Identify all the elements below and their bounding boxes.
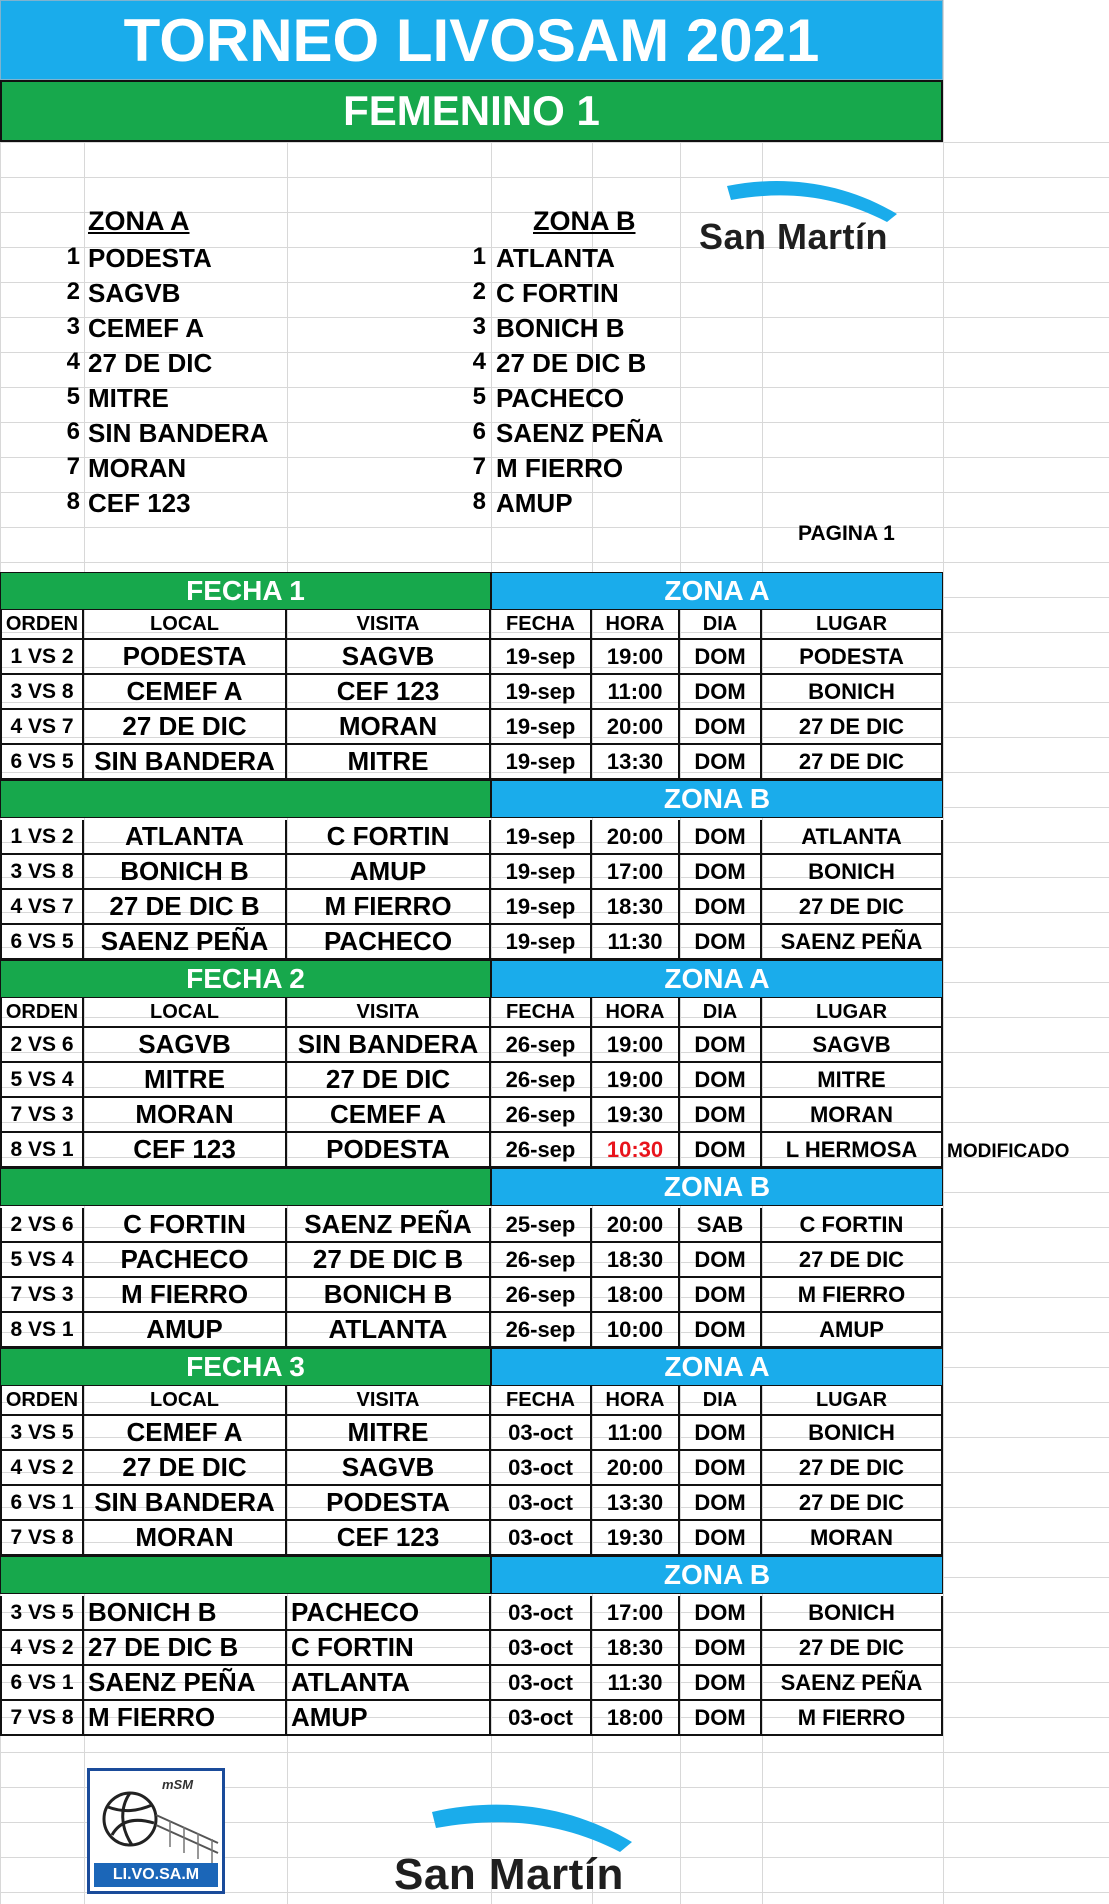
match-hora: 18:30 bbox=[592, 1631, 680, 1666]
match-hora: 10:30 bbox=[592, 1133, 680, 1168]
san-martin-logo bbox=[697, 178, 937, 258]
match-orden: 1 VS 2 bbox=[0, 820, 84, 855]
match-dia: DOM bbox=[680, 675, 762, 710]
match-lugar: 27 DE DIC bbox=[762, 710, 943, 745]
match-visita: MORAN bbox=[287, 710, 491, 745]
team-name: PACHECO bbox=[496, 383, 625, 413]
match-visita: ATLANTA bbox=[287, 1313, 491, 1348]
fecha-label bbox=[0, 1556, 491, 1594]
match-orden: 5 VS 4 bbox=[0, 1243, 84, 1278]
match-hora: 18:00 bbox=[592, 1701, 680, 1736]
match-orden: 6 VS 5 bbox=[0, 745, 84, 780]
match-orden: 2 VS 6 bbox=[0, 1208, 84, 1243]
match-hora: 20:00 bbox=[592, 1451, 680, 1486]
section-bar bbox=[0, 572, 943, 610]
grid-line-h bbox=[0, 527, 1109, 528]
match-orden: 3 VS 8 bbox=[0, 675, 84, 710]
team-name: AMUP bbox=[496, 488, 573, 518]
match-visita: AMUP bbox=[287, 855, 491, 890]
match-local: SAENZ PEÑA bbox=[84, 925, 287, 960]
match-row bbox=[0, 710, 943, 745]
match-orden: 7 VS 3 bbox=[0, 1098, 84, 1133]
match-fecha: 03-oct bbox=[491, 1701, 592, 1736]
match-local: MORAN bbox=[84, 1521, 287, 1556]
section-bar bbox=[0, 1556, 943, 1594]
san-martin-logo-text: San Martín bbox=[699, 216, 889, 257]
team-number: 5 bbox=[472, 383, 486, 410]
match-local: PACHECO bbox=[84, 1243, 287, 1278]
match-fecha: 03-oct bbox=[491, 1486, 592, 1521]
match-row bbox=[0, 1313, 943, 1348]
match-hora: 18:00 bbox=[592, 1278, 680, 1313]
fecha-label: FECHA 1 bbox=[0, 572, 491, 610]
col-header-fecha: FECHA bbox=[491, 610, 592, 640]
match-visita: M FIERRO bbox=[287, 890, 491, 925]
team-number: 5 bbox=[66, 383, 80, 410]
team-name: CEMEF A bbox=[88, 313, 205, 343]
zone-label: ZONA B bbox=[491, 780, 943, 818]
match-lugar: 27 DE DIC bbox=[762, 890, 943, 925]
category-subtitle: FEMENINO 1 bbox=[0, 80, 943, 142]
match-orden: 4 VS 2 bbox=[0, 1631, 84, 1666]
match-local: CEMEF A bbox=[84, 1416, 287, 1451]
match-hora: 11:30 bbox=[592, 1666, 680, 1701]
match-orden: 6 VS 1 bbox=[0, 1486, 84, 1521]
team-number: 2 bbox=[66, 278, 80, 305]
san-martin-logo-text-bottom: San Martín bbox=[394, 1850, 624, 1899]
match-row bbox=[0, 1063, 943, 1098]
match-row bbox=[0, 820, 943, 855]
match-orden: 3 VS 8 bbox=[0, 855, 84, 890]
match-orden: 4 VS 2 bbox=[0, 1451, 84, 1486]
match-fecha: 26-sep bbox=[491, 1278, 592, 1313]
match-orden: 1 VS 2 bbox=[0, 640, 84, 675]
section-bar bbox=[0, 780, 943, 818]
team-name: SAGVB bbox=[88, 278, 181, 308]
section-bar bbox=[0, 1348, 943, 1386]
team-number: 3 bbox=[66, 313, 80, 340]
match-dia: DOM bbox=[680, 1451, 762, 1486]
match-local: MORAN bbox=[84, 1098, 287, 1133]
match-row bbox=[0, 1451, 943, 1486]
match-lugar: 27 DE DIC bbox=[762, 1631, 943, 1666]
col-header-hora: HORA bbox=[592, 998, 680, 1028]
match-row bbox=[0, 1701, 943, 1736]
match-visita: AMUP bbox=[287, 1701, 491, 1736]
match-fecha: 19-sep bbox=[491, 820, 592, 855]
match-visita: SAGVB bbox=[287, 640, 491, 675]
match-dia: DOM bbox=[680, 1521, 762, 1556]
match-fecha: 26-sep bbox=[491, 1028, 592, 1063]
team-number: 2 bbox=[472, 278, 486, 305]
column-header-row bbox=[0, 610, 943, 640]
match-fecha: 19-sep bbox=[491, 640, 592, 675]
match-dia: DOM bbox=[680, 1486, 762, 1521]
match-visita: CEMEF A bbox=[287, 1098, 491, 1133]
team-number: 8 bbox=[66, 488, 80, 515]
match-hora: 13:30 bbox=[592, 745, 680, 780]
match-hora: 20:00 bbox=[592, 710, 680, 745]
match-dia: DOM bbox=[680, 745, 762, 780]
match-hora: 17:00 bbox=[592, 855, 680, 890]
match-visita: SIN BANDERA bbox=[287, 1028, 491, 1063]
team-name: SIN BANDERA bbox=[88, 418, 269, 448]
match-lugar: MORAN bbox=[762, 1098, 943, 1133]
match-lugar: MITRE bbox=[762, 1063, 943, 1098]
team-name: 27 DE DIC B bbox=[496, 348, 647, 378]
match-hora: 20:00 bbox=[592, 1208, 680, 1243]
match-lugar: L HERMOSA bbox=[762, 1133, 943, 1168]
team-name: CEF 123 bbox=[88, 488, 191, 518]
match-lugar: BONICH bbox=[762, 855, 943, 890]
match-hora: 11:00 bbox=[592, 675, 680, 710]
match-row bbox=[0, 1666, 943, 1701]
match-fecha: 19-sep bbox=[491, 855, 592, 890]
match-visita: C FORTIN bbox=[287, 820, 491, 855]
team-name: BONICH B bbox=[496, 313, 625, 343]
match-orden: 8 VS 1 bbox=[0, 1133, 84, 1168]
fecha-label: FECHA 2 bbox=[0, 960, 491, 998]
team-number: 6 bbox=[472, 418, 486, 445]
match-orden: 4 VS 7 bbox=[0, 710, 84, 745]
match-lugar: M FIERRO bbox=[762, 1278, 943, 1313]
match-row bbox=[0, 1098, 943, 1133]
match-lugar: BONICH bbox=[762, 1416, 943, 1451]
zone-title: ZONA A bbox=[88, 206, 190, 236]
match-hora: 10:00 bbox=[592, 1313, 680, 1348]
match-local: ATLANTA bbox=[84, 820, 287, 855]
match-lugar: PODESTA bbox=[762, 640, 943, 675]
match-orden: 7 VS 3 bbox=[0, 1278, 84, 1313]
match-visita: CEF 123 bbox=[287, 1521, 491, 1556]
col-header-local: LOCAL bbox=[84, 610, 287, 640]
match-hora: 20:00 bbox=[592, 820, 680, 855]
match-visita: CEF 123 bbox=[287, 675, 491, 710]
match-fecha: 26-sep bbox=[491, 1098, 592, 1133]
match-orden: 3 VS 5 bbox=[0, 1596, 84, 1631]
match-row bbox=[0, 890, 943, 925]
match-fecha: 03-oct bbox=[491, 1416, 592, 1451]
team-name: M FIERRO bbox=[496, 453, 624, 483]
match-local: BONICH B bbox=[84, 855, 287, 890]
livosam-logo bbox=[87, 1768, 225, 1894]
match-local: CEF 123 bbox=[84, 1133, 287, 1168]
col-header-local: LOCAL bbox=[84, 998, 287, 1028]
column-header-row bbox=[0, 1386, 943, 1416]
match-fecha: 26-sep bbox=[491, 1243, 592, 1278]
zone-label: ZONA B bbox=[491, 1556, 943, 1594]
match-dia: DOM bbox=[680, 1631, 762, 1666]
match-local: SIN BANDERA bbox=[84, 1486, 287, 1521]
match-lugar: BONICH bbox=[762, 1596, 943, 1631]
match-visita: 27 DE DIC B bbox=[287, 1243, 491, 1278]
zone-title: ZONA B bbox=[533, 206, 636, 236]
san-martin-logo-bottom bbox=[392, 1798, 692, 1902]
match-hora: 19:00 bbox=[592, 1028, 680, 1063]
tournament-title: TORNEO LIVOSAM 2021 bbox=[0, 0, 943, 80]
match-row bbox=[0, 1208, 943, 1243]
col-header-orden: ORDEN bbox=[0, 610, 84, 640]
match-hora: 19:00 bbox=[592, 640, 680, 675]
match-lugar: BONICH bbox=[762, 675, 943, 710]
match-fecha: 19-sep bbox=[491, 925, 592, 960]
match-visita: MITRE bbox=[287, 745, 491, 780]
section-bar bbox=[0, 960, 943, 998]
match-orden: 7 VS 8 bbox=[0, 1701, 84, 1736]
col-header-orden: ORDEN bbox=[0, 1386, 84, 1416]
match-row bbox=[0, 1416, 943, 1451]
team-number: 8 bbox=[472, 488, 486, 515]
match-visita: SAENZ PEÑA bbox=[287, 1208, 491, 1243]
match-lugar: 27 DE DIC bbox=[762, 1486, 943, 1521]
fecha-label bbox=[0, 780, 491, 818]
match-local: AMUP bbox=[84, 1313, 287, 1348]
match-local: C FORTIN bbox=[84, 1208, 287, 1243]
zone-label: ZONA A bbox=[491, 572, 943, 610]
zone-label: ZONA A bbox=[491, 1348, 943, 1386]
match-dia: DOM bbox=[680, 1028, 762, 1063]
match-orden: 3 VS 5 bbox=[0, 1416, 84, 1451]
match-orden: 7 VS 8 bbox=[0, 1521, 84, 1556]
grid-line-h bbox=[0, 142, 1109, 143]
col-header-fecha: FECHA bbox=[491, 1386, 592, 1416]
match-row bbox=[0, 675, 943, 710]
team-name: 27 DE DIC bbox=[88, 348, 213, 378]
volleyball-icon bbox=[90, 1771, 222, 1867]
team-number: 4 bbox=[472, 348, 486, 375]
col-header-lugar: LUGAR bbox=[762, 610, 943, 640]
modified-note: MODIFICADO bbox=[947, 1141, 1070, 1162]
match-orden: 2 VS 6 bbox=[0, 1028, 84, 1063]
grid-line-h bbox=[0, 562, 1109, 563]
match-lugar: 27 DE DIC bbox=[762, 1243, 943, 1278]
match-visita: MITRE bbox=[287, 1416, 491, 1451]
match-fecha: 26-sep bbox=[491, 1063, 592, 1098]
team-name: PODESTA bbox=[88, 243, 212, 273]
zone-label: ZONA B bbox=[491, 1168, 943, 1206]
zone-label: ZONA A bbox=[491, 960, 943, 998]
col-header-orden: ORDEN bbox=[0, 998, 84, 1028]
match-fecha: 03-oct bbox=[491, 1521, 592, 1556]
match-visita: PODESTA bbox=[287, 1486, 491, 1521]
grid-line-h bbox=[0, 177, 1109, 178]
match-row bbox=[0, 855, 943, 890]
match-dia: DOM bbox=[680, 1596, 762, 1631]
match-hora: 19:00 bbox=[592, 1063, 680, 1098]
match-orden: 5 VS 4 bbox=[0, 1063, 84, 1098]
match-row bbox=[0, 1133, 943, 1168]
match-dia: DOM bbox=[680, 1063, 762, 1098]
match-visita: BONICH B bbox=[287, 1278, 491, 1313]
match-fecha: 03-oct bbox=[491, 1631, 592, 1666]
match-fecha: 19-sep bbox=[491, 710, 592, 745]
match-local: CEMEF A bbox=[84, 675, 287, 710]
match-visita: ATLANTA bbox=[287, 1666, 491, 1701]
grid-line-v bbox=[943, 0, 944, 1904]
match-lugar: SAGVB bbox=[762, 1028, 943, 1063]
col-header-lugar: LUGAR bbox=[762, 1386, 943, 1416]
team-name: C FORTIN bbox=[496, 278, 619, 308]
match-dia: DOM bbox=[680, 855, 762, 890]
col-header-dia: DIA bbox=[680, 610, 762, 640]
match-local: SIN BANDERA bbox=[84, 745, 287, 780]
match-dia: DOM bbox=[680, 820, 762, 855]
team-name: ATLANTA bbox=[496, 243, 615, 273]
match-fecha: 25-sep bbox=[491, 1208, 592, 1243]
match-hora: 18:30 bbox=[592, 1243, 680, 1278]
match-dia: DOM bbox=[680, 1701, 762, 1736]
match-visita: PODESTA bbox=[287, 1133, 491, 1168]
match-lugar: SAENZ PEÑA bbox=[762, 1666, 943, 1701]
match-row bbox=[0, 1028, 943, 1063]
col-header-visita: VISITA bbox=[287, 610, 491, 640]
match-dia: DOM bbox=[680, 1133, 762, 1168]
match-fecha: 19-sep bbox=[491, 890, 592, 925]
match-dia: DOM bbox=[680, 640, 762, 675]
match-hora: 17:00 bbox=[592, 1596, 680, 1631]
match-fecha: 19-sep bbox=[491, 745, 592, 780]
match-visita: SAGVB bbox=[287, 1451, 491, 1486]
match-hora: 13:30 bbox=[592, 1486, 680, 1521]
col-header-visita: VISITA bbox=[287, 1386, 491, 1416]
match-lugar: 27 DE DIC bbox=[762, 745, 943, 780]
team-number: 6 bbox=[66, 418, 80, 445]
match-hora: 11:30 bbox=[592, 925, 680, 960]
match-local: SAENZ PEÑA bbox=[84, 1666, 287, 1701]
livosam-logo-label: LI.VO.SA.M bbox=[94, 1863, 218, 1887]
match-dia: DOM bbox=[680, 890, 762, 925]
match-fecha: 03-oct bbox=[491, 1451, 592, 1486]
match-dia: DOM bbox=[680, 710, 762, 745]
match-fecha: 19-sep bbox=[491, 675, 592, 710]
match-dia: DOM bbox=[680, 925, 762, 960]
fecha-label bbox=[0, 1168, 491, 1206]
col-header-hora: HORA bbox=[592, 1386, 680, 1416]
col-header-visita: VISITA bbox=[287, 998, 491, 1028]
team-number: 1 bbox=[472, 243, 486, 270]
match-lugar: AMUP bbox=[762, 1313, 943, 1348]
match-orden: 6 VS 5 bbox=[0, 925, 84, 960]
team-number: 4 bbox=[66, 348, 80, 375]
team-number: 1 bbox=[66, 243, 80, 270]
match-orden: 4 VS 7 bbox=[0, 890, 84, 925]
match-local: PODESTA bbox=[84, 640, 287, 675]
match-local: M FIERRO bbox=[84, 1278, 287, 1313]
column-header-row bbox=[0, 998, 943, 1028]
match-visita: PACHECO bbox=[287, 1596, 491, 1631]
match-lugar: ATLANTA bbox=[762, 820, 943, 855]
match-local: 27 DE DIC B bbox=[84, 890, 287, 925]
team-number: 7 bbox=[472, 453, 486, 480]
match-local: 27 DE DIC B bbox=[84, 1631, 287, 1666]
match-row bbox=[0, 745, 943, 780]
team-name: SAENZ PEÑA bbox=[496, 418, 664, 448]
match-orden: 8 VS 1 bbox=[0, 1313, 84, 1348]
col-header-lugar: LUGAR bbox=[762, 998, 943, 1028]
match-dia: DOM bbox=[680, 1098, 762, 1133]
match-local: 27 DE DIC bbox=[84, 1451, 287, 1486]
match-visita: PACHECO bbox=[287, 925, 491, 960]
match-fecha: 03-oct bbox=[491, 1596, 592, 1631]
match-hora: 18:30 bbox=[592, 890, 680, 925]
match-fecha: 26-sep bbox=[491, 1133, 592, 1168]
match-visita: C FORTIN bbox=[287, 1631, 491, 1666]
livosam-logo-top-text: mSM bbox=[162, 1777, 194, 1792]
match-lugar: SAENZ PEÑA bbox=[762, 925, 943, 960]
grid-line-h bbox=[0, 1752, 1109, 1753]
section-bar bbox=[0, 1168, 943, 1206]
match-lugar: M FIERRO bbox=[762, 1701, 943, 1736]
fecha-label: FECHA 3 bbox=[0, 1348, 491, 1386]
match-row bbox=[0, 1631, 943, 1666]
match-orden: 6 VS 1 bbox=[0, 1666, 84, 1701]
match-lugar: 27 DE DIC bbox=[762, 1451, 943, 1486]
match-row bbox=[0, 1243, 943, 1278]
match-dia: SAB bbox=[680, 1208, 762, 1243]
match-local: BONICH B bbox=[84, 1596, 287, 1631]
match-row bbox=[0, 1596, 943, 1631]
match-local: MITRE bbox=[84, 1063, 287, 1098]
match-row bbox=[0, 1521, 943, 1556]
col-header-dia: DIA bbox=[680, 1386, 762, 1416]
match-lugar: C FORTIN bbox=[762, 1208, 943, 1243]
col-header-local: LOCAL bbox=[84, 1386, 287, 1416]
match-local: SAGVB bbox=[84, 1028, 287, 1063]
match-lugar: MORAN bbox=[762, 1521, 943, 1556]
match-dia: DOM bbox=[680, 1416, 762, 1451]
col-header-hora: HORA bbox=[592, 610, 680, 640]
col-header-dia: DIA bbox=[680, 998, 762, 1028]
match-hora: 19:30 bbox=[592, 1521, 680, 1556]
match-local: 27 DE DIC bbox=[84, 710, 287, 745]
match-hora: 11:00 bbox=[592, 1416, 680, 1451]
match-dia: DOM bbox=[680, 1313, 762, 1348]
match-local: M FIERRO bbox=[84, 1701, 287, 1736]
team-number: 3 bbox=[472, 313, 486, 340]
match-visita: 27 DE DIC bbox=[287, 1063, 491, 1098]
match-row bbox=[0, 1486, 943, 1521]
team-name: MITRE bbox=[88, 383, 169, 413]
team-name: MORAN bbox=[88, 453, 187, 483]
match-dia: DOM bbox=[680, 1243, 762, 1278]
team-number: 7 bbox=[66, 453, 80, 480]
page-number: PAGINA 1 bbox=[798, 522, 895, 545]
match-hora: 19:30 bbox=[592, 1098, 680, 1133]
match-row bbox=[0, 1278, 943, 1313]
match-row bbox=[0, 925, 943, 960]
match-fecha: 26-sep bbox=[491, 1313, 592, 1348]
match-dia: DOM bbox=[680, 1666, 762, 1701]
match-fecha: 03-oct bbox=[491, 1666, 592, 1701]
match-row bbox=[0, 640, 943, 675]
match-dia: DOM bbox=[680, 1278, 762, 1313]
col-header-fecha: FECHA bbox=[491, 998, 592, 1028]
